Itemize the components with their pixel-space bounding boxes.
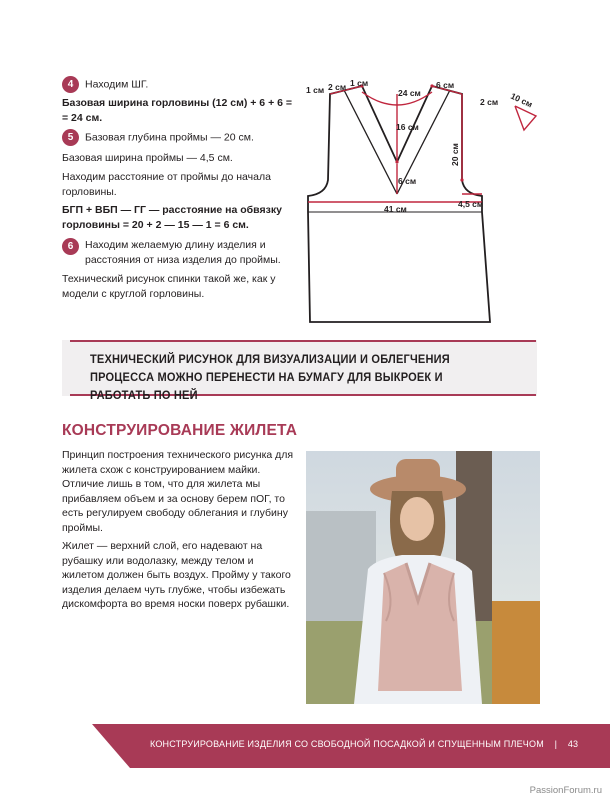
label-20cm: 20 см [450, 143, 460, 166]
label-1cm-a: 1 см [306, 85, 325, 95]
watermark: PassionForum.ru [529, 785, 602, 796]
step-5-badge: 5 [62, 129, 79, 146]
label-45cm: 4,5 см [458, 199, 484, 209]
step-4 [62, 76, 148, 93]
step-4-text: Находим ШГ. [85, 78, 149, 91]
vest-technical-drawing [300, 72, 540, 328]
shoulder-detail [515, 106, 536, 130]
step-4-badge: 4 [62, 76, 79, 93]
vest-photo [306, 451, 540, 704]
armhole-width-text: Базовая ширина проймы — 4,5 см. [62, 152, 233, 164]
label-24cm: 24 см [398, 88, 421, 98]
banner-text: ТЕХНИЧЕСКИЙ РИСУНОК ДЛЯ ВИЗУАЛИЗАЦИИ И ОБЛЕГЧЕНИЯ ПРОЦЕССА МОЖНО ПЕРЕНЕСТИ НА БУМАГУ ДЛЯ ВЫКРОЕК И РАБОТАТЬ ПО НЕЙ [90, 352, 450, 402]
footer-chapter-title: КОНСТРУИРОВАНИЕ ИЗДЕЛИЯ СО СВОБОДНОЙ ПОСАДКОЙ И СПУЩЕННЫМ ПЛЕЧОМ [150, 739, 544, 749]
back-drawing-text: Технический рисунок спинки такой же, как у модели с круглой горловины. [62, 273, 276, 300]
distance-text: Находим расстояние от проймы до начала горловины. [62, 171, 271, 198]
label-16cm: 16 см [396, 122, 419, 132]
step-6-text: Находим желаемую длину изделия и расстояния от низа изделия до проймы. [85, 239, 281, 266]
label-6cm-top: 6 см [436, 80, 455, 90]
section-para-2: Жилет — верхний слой, его надевают на рубашку или водолазку, между телом и жилетом должен быть воздух. Пройму у такого изделия делаем чуть глубже, чтобы избежать дискомфорта во время носки поверх рубашки. [62, 540, 291, 611]
label-detail-2cm: 2 см [480, 97, 499, 107]
footer-separator: | [554, 739, 558, 749]
banner-top-rule [70, 340, 536, 342]
footer-chapter [150, 739, 578, 749]
step-5 [62, 129, 254, 146]
page-number: 43 [567, 739, 579, 749]
label-6cm-mid: 6 см [398, 176, 417, 186]
label-1cm-b: 1 см [350, 78, 369, 88]
step-5-text: Базовая глубина проймы — 20 см. [85, 131, 254, 144]
section-title: КОНСТРУИРОВАНИЕ ЖИЛЕТА [62, 422, 298, 439]
label-2cm: 2 см [328, 82, 347, 92]
step-6 [62, 238, 294, 268]
step-6-badge: 6 [62, 238, 79, 255]
section-para-1: Принцип построения технического рисунка для жилета схож с конструированием майки. Отличие лишь в том, что для жилета мы прибавляем объем и за основу берем пОГ, то есть регулируем свободу облегания и глубину проймы. [62, 449, 294, 534]
neck-width-formula: Базовая ширина горловины (12 см) + 6 + 6 = = 24 см. [62, 97, 293, 124]
label-detail-10cm: 10 см [509, 90, 535, 110]
label-41cm: 41 см [384, 204, 407, 214]
distance-formula: БГП + ВБП — ГГ — расстояние на обвязку горловины = 20 + 2 — 15 — 1 = 6 см. [62, 204, 282, 231]
